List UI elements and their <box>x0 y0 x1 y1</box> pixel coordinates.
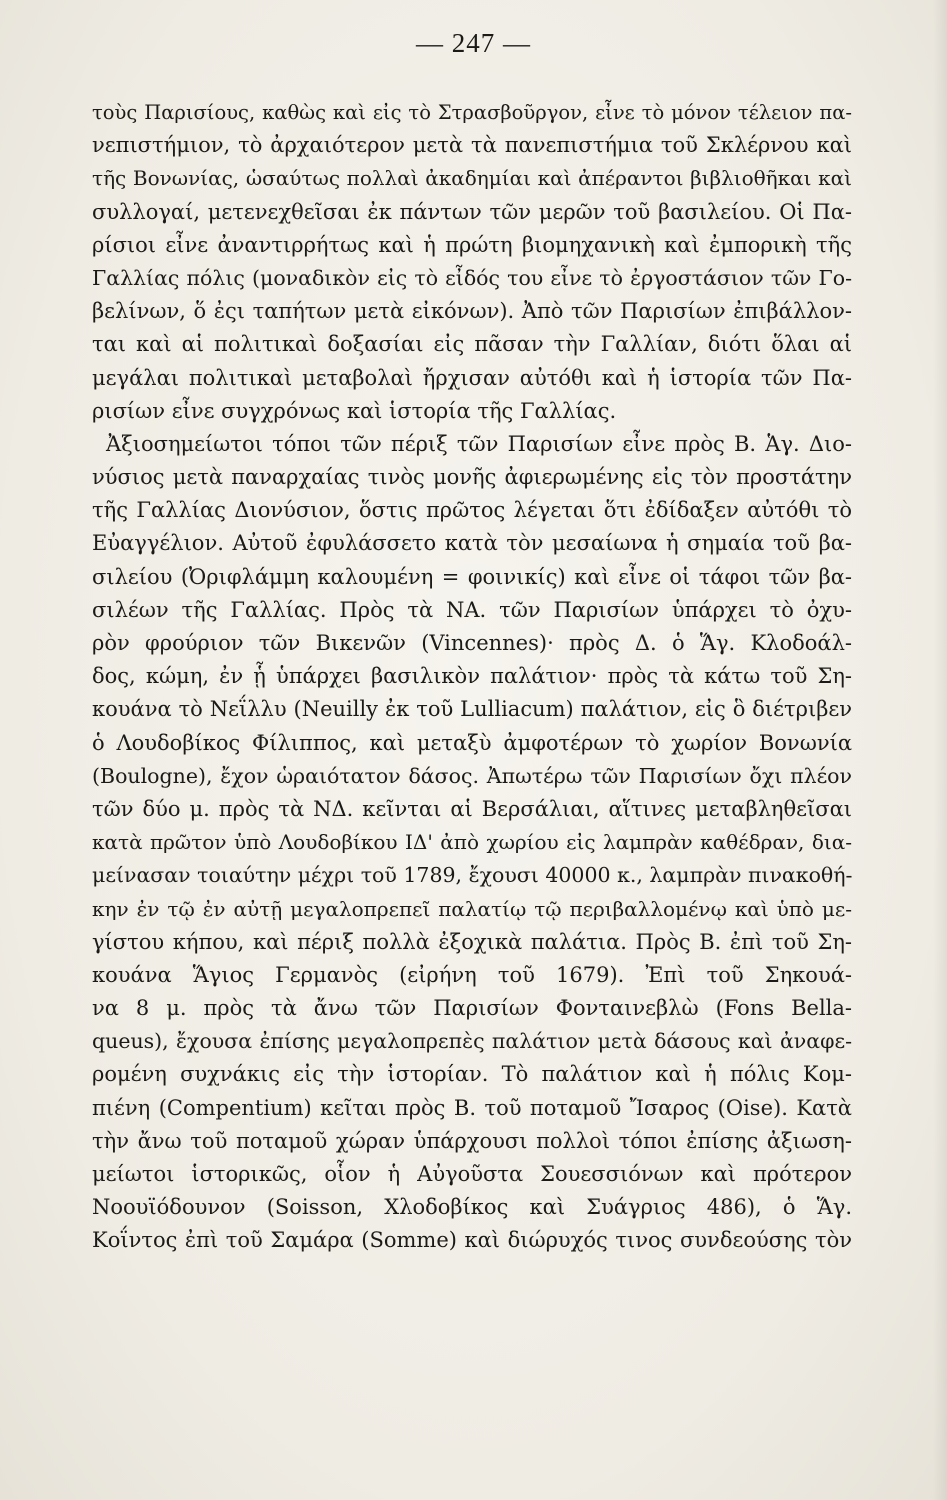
text-line: συλλογαί, μετενεχθεῖσαι ἐκ πάντων τῶν μερῶν τοῦ βασιλείου. Οἱ Πα- <box>92 199 852 224</box>
text-line: κουάνα Ἅγιος Γερμανὸς (εἰρήνη τοῦ 1679). Ἐπὶ τοῦ Σηκουά- <box>92 962 852 987</box>
text-line: ται καὶ αἱ πολιτικαὶ δοξασίαι εἰς πᾶσαν τὴν Γαλλίαν, διότι ὅλαι αἱ <box>92 332 852 357</box>
text-line: Εὐαγγέλιον. Αὐτοῦ ἐφυλάσσετο κατὰ τὸν μεσαίωνα ἡ σημαία τοῦ βα- <box>92 531 852 556</box>
text-line: τῆς Γαλλίας Διονύσιον, ὅστις πρῶτος λέγεται ὅτι ἐδίδαξεν αὐτόθι τὸ <box>92 498 852 523</box>
text-line: τῆς Βονωνίας, ὡσαύτως πολλαὶ ἀκαδημίαι καὶ ἀπέραντοι βιβλιοθῆκαι καὶ <box>92 166 852 191</box>
text-line: μείωτοι ἱστορικῶς, οἷον ἡ Αὐγοῦστα Σουεσσιόνων καὶ πρότερον <box>92 1162 852 1186</box>
text-line: Γαλλίας πόλις (μοναδικὸν εἰς τὸ εἶδός του εἶνε τὸ ἐργοστάσιον τῶν Γο- <box>92 265 852 290</box>
page-number: — 247 — <box>416 28 531 58</box>
text-line: τὴν ἄνω τοῦ ποταμοῦ χώραν ὑπάρχουσι πολλοὶ τόποι ἐπίσης ἀξιωση- <box>92 1128 852 1153</box>
text-line: δος, κώμη, ἐν ᾗ ὑπάρχει βασιλικὸν παλάτιον· πρὸς τὰ κάτω τοῦ Ση- <box>92 664 852 689</box>
text-line: σιλέων τῆς Γαλλίας. Πρὸς τὰ ΝΑ. τῶν Παρισίων ὑπάρχει τὸ ὀχυ- <box>92 597 852 622</box>
text-line: ρίσιοι εἶνε ἀναντιρρήτως καὶ ἡ πρώτη βιομηχανικὴ καὶ ἐμπορικὴ τῆς <box>92 232 852 257</box>
text-line: να 8 μ. πρὸς τὰ ἄνω τῶν Παρισίων Φονταινεβλὼ (Fons Bella- <box>92 996 852 1021</box>
text-line: Ἀξιοσημείωτοι τόποι τῶν πέριξ τῶν Παρισίων εἶνε πρὸς Β. Ἁγ. Διο- <box>106 431 852 456</box>
text-line: πιένη (Compentium) κεῖται πρὸς Β. τοῦ ποταμοῦ Ἴσαρος (Oise). Κατὰ <box>92 1095 852 1120</box>
text-line: κην ἐν τῷ ἐν αὐτῇ μεγαλοπρεπεῖ παλατίῳ τῷ περιβαλλομένῳ καὶ ὑπὸ με- <box>92 896 852 921</box>
text-line: σιλείου (Ὀριφλάμμη καλουμένη = φοινικίς) καὶ εἶνε οἱ τάφοι τῶν βα- <box>92 564 852 589</box>
body-text <box>92 96 852 1258</box>
scan-edge-shadow <box>933 0 947 1500</box>
text-line: ρισίων εἶνε συγχρόνως καὶ ἱστορία τῆς Γαλλίας. <box>92 398 617 423</box>
text-line: μείνασαν τοιαύτην μέχρι τοῦ 1789, ἔχουσι 40000 κ., λαμπρὰν πινακοθή- <box>92 863 852 888</box>
text-line: ρομένη συχνάκις εἰς τὴν ἱστορίαν. Τὸ παλάτιον καὶ ἡ πόλις Κομ- <box>92 1062 852 1087</box>
text-line: μεγάλαι πολιτικαὶ μεταβολαὶ ἤρχισαν αὐτόθι καὶ ἡ ἱστορία τῶν Πα- <box>92 365 852 390</box>
text-line: γίστου κήπου, καὶ πέριξ πολλὰ ἐξοχικὰ παλάτια. Πρὸς Β. ἐπὶ τοῦ Ση- <box>92 929 852 954</box>
text-line: ὁ Λουδοβίκος Φίλιππος, καὶ μεταξὺ ἀμφοτέρων τὸ χωρίον Βονωνία <box>92 730 852 755</box>
text-line: Νοουϊόδουνον (Soisson, Χλοδοβίκος καὶ Συάγριος 486), ὁ Ἅγ. <box>92 1195 852 1220</box>
text-line: τοὺς Παρισίους, καθὼς καὶ εἰς τὸ Στρασβοῦργον, εἶνε τὸ μόνον τέλειον πα- <box>92 101 852 124</box>
text-line: queus), ἔχουσα ἐπίσης μεγαλοπρεπὲς παλάτιον μετὰ δάσους καὶ ἀναφε- <box>92 1029 852 1054</box>
text-line: τῶν δύο μ. πρὸς τὰ ΝΔ. κεῖνται αἱ Βερσάλιαι, αἵτινες μεταβληθεῖσαι <box>92 796 852 821</box>
text-line: ρὸν φρούριον τῶν Βικενῶν (Vincennes)· πρὸς Δ. ὁ Ἅγ. Κλοδοάλ- <box>92 631 852 655</box>
text-line: Κοΐντος ἐπὶ τοῦ Σαμάρα (Somme) καὶ διώρυχός τινος συνδεούσης τὸν <box>92 1228 852 1253</box>
text-line: κατὰ πρῶτον ὑπὸ Λουδοβίκου ΙΔ' ἀπὸ χωρίου εἰς λαμπρὰν καθέδραν, δια- <box>92 830 852 855</box>
text-line: νεπιστήμιον, τὸ ἀρχαιότερον μετὰ τὰ πανεπιστήμια τοῦ Σκλέρνου καὶ <box>92 133 852 158</box>
text-line: βελίνων, ὅ ἐςι ταπήτων μετὰ εἰκόνων). Ἀπὸ τῶν Παρισίων ἐπιβάλλον- <box>92 299 852 324</box>
text-line: νύσιος μετὰ παναρχαίας τινὸς μονῆς ἀφιερωμένης εἰς τὸν προστάτην <box>92 465 852 490</box>
text-line: κουάνα τὸ Νεΐλλυ (Neuilly ἐκ τοῦ Lulliacum) παλάτιον, εἰς ὃ διέτριβεν <box>92 697 852 722</box>
text-line: (Boulogne), ἔχον ὡραιότατον δάσος. Ἀπωτέρω τῶν Παρισίων ὄχι πλέον <box>92 763 852 788</box>
